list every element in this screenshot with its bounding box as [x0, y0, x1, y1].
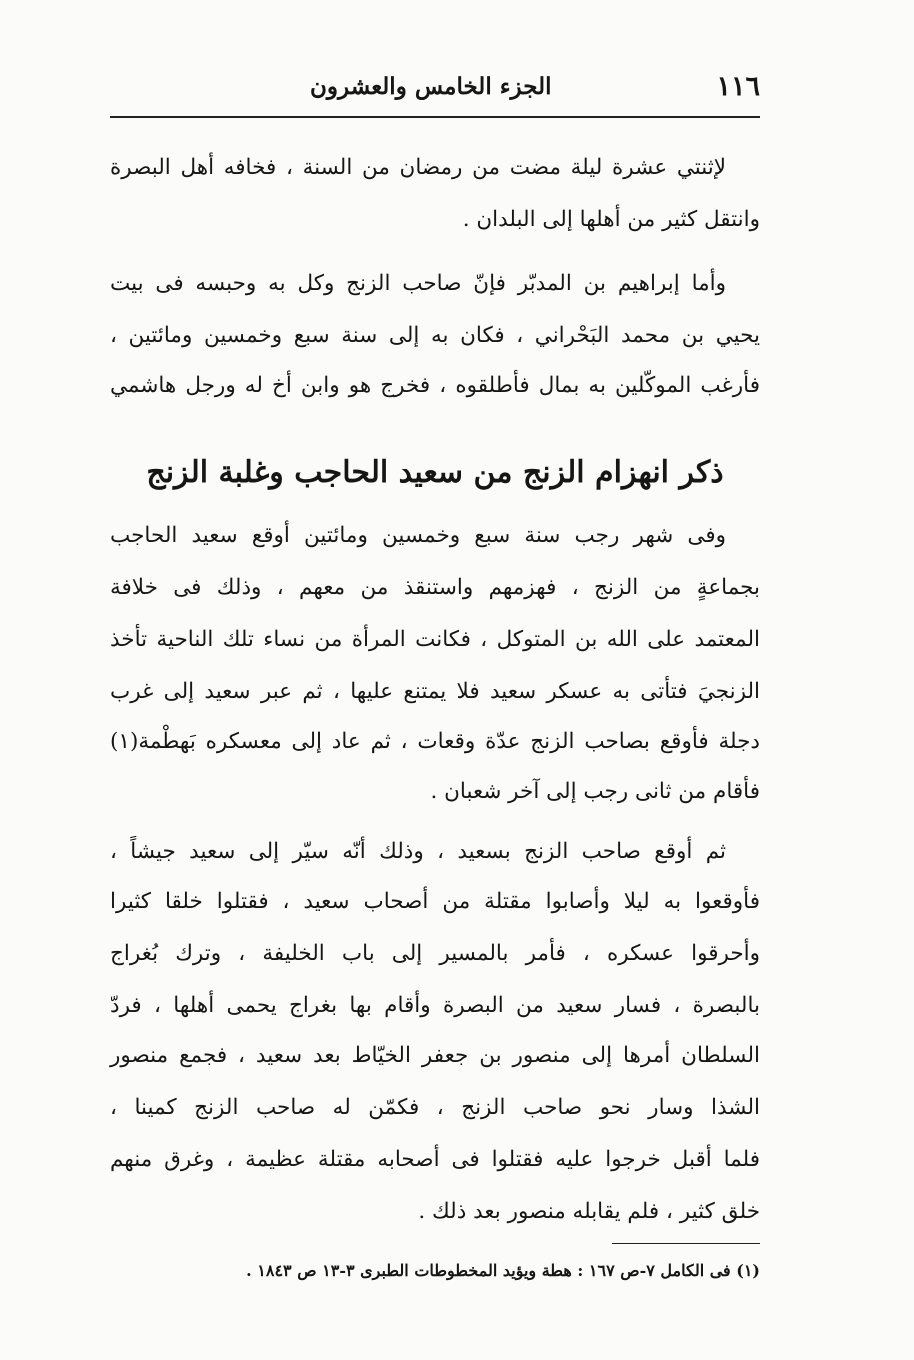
page-header: [110, 66, 760, 106]
footnote: (١) فى الكامل ٧-ص ١٦٧ : هطة ويؤيد المخطوطات الطبرى ٣-١٣ ص ١٨٤٣ .: [246, 1261, 760, 1280]
header-rule: [110, 116, 760, 118]
text-line: ثم أوقع صاحب الزنج بسعيد ، وذلك أنّه سيّر إلى سعيد جيشاً ،: [110, 839, 726, 864]
page-number: ١١٦: [716, 70, 760, 102]
text-line: وأما إبراهيم بن المدبّر فإنّ صاحب الزنج وكل به وحبسه فى بيت: [110, 271, 726, 296]
text-line: الزنجيَ فتأتى به عسكر سعيد فلا يمتنع عليها ، ثم عبر سعيد إلى غرب: [110, 679, 760, 704]
text-line: الشذا وسار نحو صاحب الزنج ، فكمّن له صاحب الزنج كمينا ،: [110, 1095, 760, 1120]
text-line: وفى شهر رجب سنة سبع وخمسين ومائتين أوقع سعيد الحاجب: [110, 523, 726, 548]
text-line: يحيي بن محمد البَحْراني ، فكان به إلى سنة سبع وخمسين ومائتين ،: [110, 323, 760, 348]
text-line: بالبصرة ، فسار سعيد من البصرة وأقام بها بغراج يحمى أهلها ، فردّ: [110, 993, 760, 1018]
text-line: دجلة فأوقع بصاحب الزنج عدّة وقعات ، ثم عاد إلى معسكره بَهطْمة(١): [110, 729, 760, 754]
footnote-rule: [612, 1243, 760, 1244]
text-line: وانتقل كثير من أهلها إلى البلدان .: [462, 207, 760, 232]
text-line: فأوقعوا به ليلا وأصابوا مقتلة من أصحاب سعيد ، فقتلوا خلقا كثيرا: [110, 889, 760, 914]
text-line: السلطان أمرها إلى منصور بن جعفر الخيّاط بعد سعيد ، فجمع منصور: [110, 1043, 760, 1068]
text-line: بجماعةٍ من الزنج ، فهزمهم واستنقذ من معهم ، وذلك فى خلافة: [110, 575, 760, 600]
text-line: المعتمد على الله بن المتوكل ، فكانت المرأة من نساء تلك الناحية تأخذ: [110, 627, 760, 652]
text-line: فأقام من ثانى رجب إلى آخر شعبان .: [430, 779, 760, 804]
running-title: الجزء الخامس والعشرون: [310, 72, 552, 100]
text-line: خلق كثير ، فلم يقابله منصور بعد ذلك .: [418, 1199, 760, 1224]
text-line: لإثنتي عشرة ليلة مضت من رمضان من السنة ، فخافه أهل البصرة: [110, 155, 726, 180]
text-line: فلما أقبل خرجوا عليه فقتلوا فى أصحابه مقتلة عظيمة ، وغرق منهم: [110, 1147, 760, 1172]
section-heading: ذكر انهزام الزنج من سعيد الحاجب وغلبة الزنج: [146, 455, 724, 490]
text-line: فأرغب الموكّلين به بمال فأطلقوه ، فخرج هو وابن أخ له ورجل هاشمي: [110, 373, 760, 398]
text-line: وأحرقوا عسكره ، فأمر بالمسير إلى باب الخليفة ، وترك بُغراج: [110, 941, 760, 966]
